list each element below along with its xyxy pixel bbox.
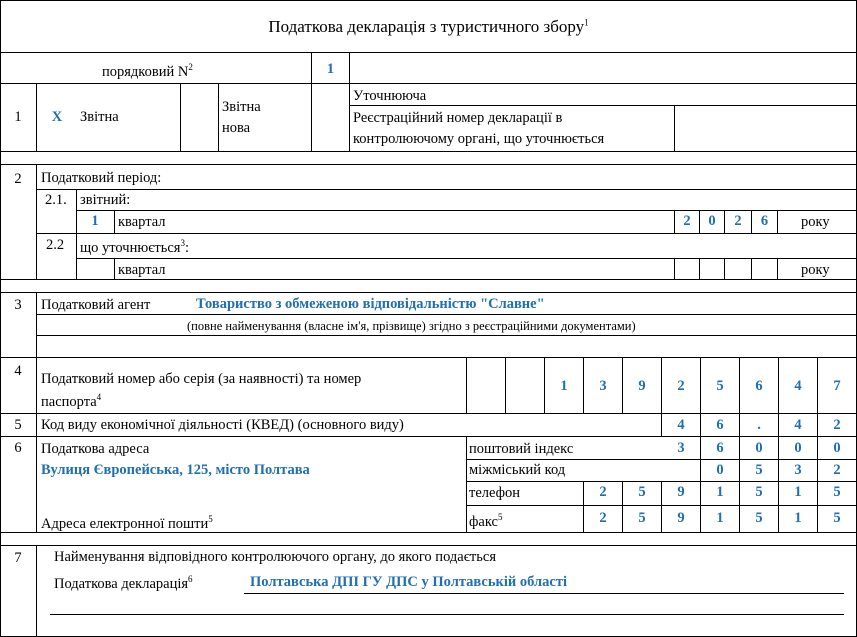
period-reporting-label: звітний: <box>80 192 131 208</box>
tax-number-digit[interactable]: 9 <box>638 378 646 394</box>
fax-digit[interactable]: 1 <box>716 510 724 526</box>
report-type-zvitna: Звітна <box>80 109 119 125</box>
tax-address-label: Податкова адреса <box>41 441 150 457</box>
period-2-1-number: 2.1. <box>45 192 67 208</box>
kved-digit[interactable]: 4 <box>794 417 802 433</box>
year-digit[interactable]: 2 <box>734 213 742 229</box>
kved-digit[interactable]: 4 <box>677 417 685 433</box>
year-digit[interactable]: 2 <box>683 213 691 229</box>
tax-number-digit[interactable]: 3 <box>599 378 607 394</box>
tax-number-label-2: паспорта$^4$ <box>41 392 102 410</box>
phone-digit[interactable]: 1 <box>716 484 724 500</box>
report-type-mark[interactable]: X <box>51 109 63 125</box>
year-label-2: року <box>801 262 830 278</box>
fax-digit[interactable]: 2 <box>599 510 607 526</box>
report-type-clarifying: Уточнююча <box>353 88 427 104</box>
phone-digit[interactable]: 5 <box>833 484 841 500</box>
tax-number-label-1: Податковий номер або серія (за наявності) та номер <box>41 371 362 387</box>
phone-digit[interactable]: 9 <box>677 484 685 500</box>
email-label: Адреса електронної пошти$^5$ <box>41 514 213 532</box>
authority-label-2: Податкова декларація$^6$ <box>54 574 193 592</box>
year-digit[interactable]: 6 <box>760 213 769 229</box>
tax-period-label: Податковий період: <box>41 170 162 186</box>
kved-digit[interactable]: 6 <box>716 417 724 433</box>
postal-digit[interactable]: 0 <box>833 440 841 456</box>
tax-agent-name[interactable]: Товариство з обмеженою відповідальністю "Славне" <box>196 296 545 312</box>
postal-digit[interactable]: 0 <box>755 440 763 456</box>
intercity-code-label: міжміський код <box>469 462 566 478</box>
row-number-4: 4 <box>14 363 22 379</box>
serial-number-label: порядковий $N^2$ <box>102 62 193 80</box>
row-number-5: 5 <box>14 417 22 433</box>
tax-number-digit[interactable]: 2 <box>677 378 685 394</box>
reg-number-label-2: контролюючому органі, що уточнюється <box>353 131 605 147</box>
year-label: року <box>801 214 830 230</box>
row-number-7: 7 <box>14 550 22 566</box>
fax-digit[interactable]: 5 <box>638 510 646 526</box>
tax-agent-label: Податковий агент <box>41 297 151 313</box>
tax-number-digit[interactable]: 4 <box>794 378 802 394</box>
quarter-label-2: квартал <box>118 262 166 278</box>
tax-number-digit[interactable]: 5 <box>716 378 724 394</box>
report-type-new-1: Звітна <box>222 99 261 115</box>
kved-digit[interactable]: 2 <box>833 417 841 433</box>
tax-number-digit[interactable]: 7 <box>833 378 841 394</box>
intercity-digit[interactable]: 5 <box>755 462 763 478</box>
tax-agent-note: (повне найменування (власне ім'я, прізвище) згідно з реєстраційними документами) <box>187 319 636 333</box>
postal-digit[interactable]: 0 <box>794 440 802 456</box>
row-number-6: 6 <box>14 440 22 456</box>
tax-number-digit[interactable]: 6 <box>755 378 763 394</box>
postal-digit[interactable]: 6 <box>716 440 724 456</box>
fax-digit[interactable]: 5 <box>755 510 763 526</box>
intercity-digit[interactable]: 0 <box>716 462 724 478</box>
intercity-digit[interactable]: 3 <box>794 462 802 478</box>
phone-digit[interactable]: 1 <box>794 484 802 500</box>
phone-digit[interactable]: 5 <box>755 484 763 500</box>
row-number-3: 3 <box>14 297 22 313</box>
year-digit[interactable]: 0 <box>708 213 716 229</box>
intercity-digit[interactable]: 2 <box>833 462 841 478</box>
quarter-label: квартал <box>118 214 166 230</box>
postal-digit[interactable]: 3 <box>677 440 685 456</box>
kved-separator: . <box>757 417 761 433</box>
fax-digit[interactable]: 9 <box>677 510 685 526</box>
serial-number-value[interactable]: 1 <box>326 61 335 77</box>
row-number-1: 1 <box>14 109 22 125</box>
phone-digit[interactable]: 2 <box>599 484 607 500</box>
page-title: Податкова декларація з туристичного збору$^1$ <box>268 17 589 36</box>
tax-number-digit[interactable]: 1 <box>560 378 568 394</box>
phone-label: телефон <box>469 485 521 501</box>
reporting-quarter-value[interactable]: 1 <box>91 213 99 229</box>
report-type-new-2: нова <box>222 120 251 136</box>
period-2-2-number: 2.2 <box>46 237 65 253</box>
authority-name[interactable]: Полтавська ДПІ ГУ ДПС у Полтавській області <box>250 574 567 590</box>
authority-label-1: Найменування відповідного контролюючого органу, до якого подається <box>54 549 496 565</box>
reg-number-label-1: Реєстраційний номер декларації в <box>353 110 563 126</box>
postal-code-label: поштовий індекс <box>469 441 574 457</box>
period-clarified-label: що уточнюється$^3$: <box>80 238 190 256</box>
tax-address-value[interactable]: Вулиця Європейська, 125, місто Полтава <box>41 462 310 478</box>
kved-label: Код виду економічної діяльності (КВЕД) (основного виду) <box>41 417 404 433</box>
fax-digit[interactable]: 1 <box>794 510 802 526</box>
fax-label: факс$^5$ <box>469 512 503 530</box>
row-number-2: 2 <box>14 171 22 187</box>
fax-digit[interactable]: 5 <box>833 510 841 526</box>
phone-digit[interactable]: 5 <box>638 484 646 500</box>
